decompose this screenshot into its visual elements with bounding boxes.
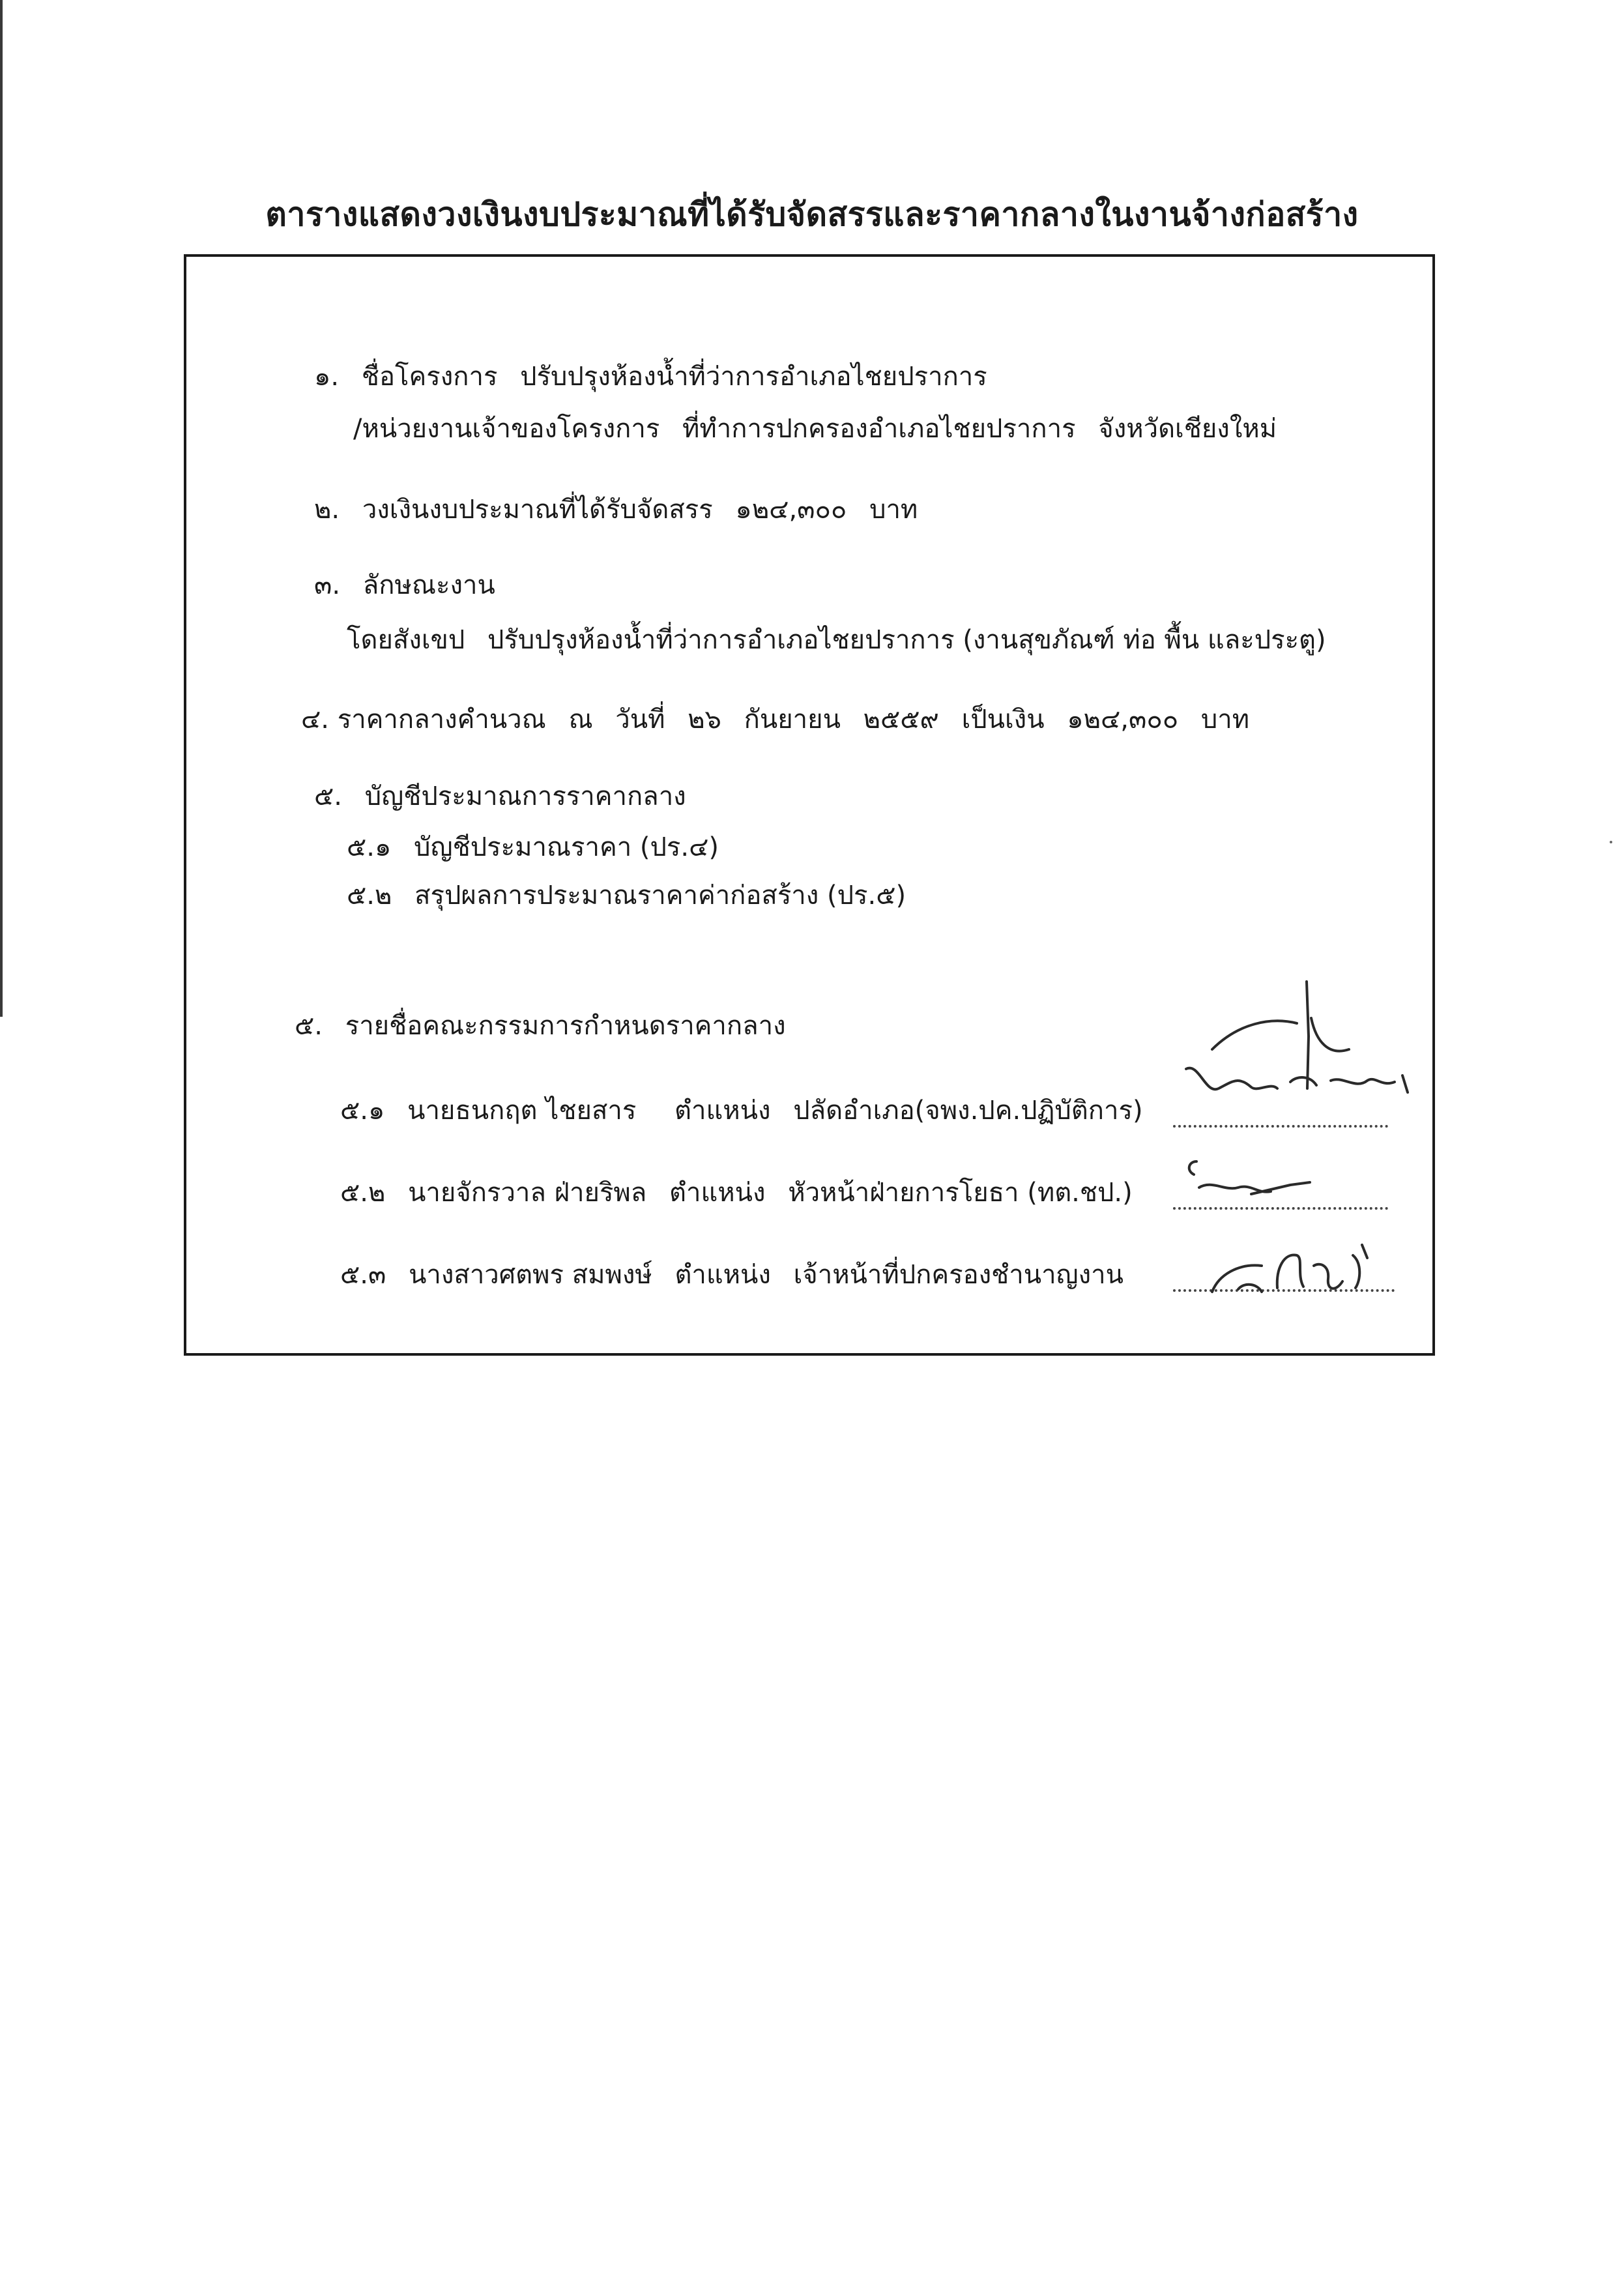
item-4-at: ณ xyxy=(568,705,593,735)
item-1-agency-label: /หน่วยงานเจ้าของโครงการ xyxy=(353,414,660,444)
item-5-number: ๕. xyxy=(314,781,342,811)
item-4-month: กันยายน xyxy=(744,705,841,735)
item-3-summary-value: ปรับปรุงห้องน้ำที่ว่าการอำเภอไชยปราการ (งานสุขภัณฑ์ ท่อ พื้น และประตู) xyxy=(487,625,1326,655)
item-5-sub-1 xyxy=(347,832,719,863)
item-4-year: ๒๕๕๙ xyxy=(863,705,939,735)
item-1-line-2 xyxy=(353,413,1277,445)
item-5-label: บัญชีประมาณการราคากลาง xyxy=(364,781,686,811)
member-1-number: ๕.๑ xyxy=(340,1096,385,1126)
member-2-position-label: ตำแหน่ง xyxy=(669,1178,766,1208)
item-5-sub-2-text: สรุปผลการประมาณราคาค่าก่อสร้าง (ปร.๕) xyxy=(414,881,906,911)
item-2-number: ๒. xyxy=(314,495,340,525)
item-4-amount: ๑๒๔,๓๐๐ xyxy=(1067,705,1179,735)
member-1-position-label: ตำแหน่ง xyxy=(674,1096,771,1126)
item-4-text: ราคากลางคำนวณ xyxy=(337,705,546,735)
scan-edge-shadow xyxy=(0,0,3,1017)
signature-member-1 xyxy=(1160,978,1434,1134)
committee-member-3 xyxy=(340,1259,1124,1291)
committee-member-1 xyxy=(340,1095,1143,1126)
member-2-number: ๕.๒ xyxy=(340,1178,386,1208)
item-2-line xyxy=(314,494,918,525)
member-3-name: นางสาวศตพร สมพงษ์ xyxy=(409,1260,652,1290)
committee-heading xyxy=(295,1010,786,1042)
item-2-text: วงเงินงบประมาณที่ได้รับจัดสรร xyxy=(362,495,713,525)
member-1-position: ปลัดอำเภอ(จพง.ปค.ปฏิบัติการ) xyxy=(793,1096,1143,1126)
item-3-summary-label: โดยสังเขป xyxy=(347,625,465,655)
member-3-position-label: ตำแหน่ง xyxy=(674,1260,771,1290)
item-3-line-1 xyxy=(314,570,495,601)
item-5-sub-1-number: ๕.๑ xyxy=(347,832,392,862)
item-4-number: ๔. xyxy=(301,705,329,735)
item-4-date-label: วันที่ xyxy=(615,705,665,735)
signature-member-2 xyxy=(1180,1148,1323,1220)
member-3-position: เจ้าหน้าที่ปกครองชำนาญงาน xyxy=(793,1260,1124,1290)
member-1-name: นายธนกฤต ไชยสาร xyxy=(407,1096,637,1126)
item-1-value: ปรับปรุงห้องน้ำที่ว่าการอำเภอไชยปราการ xyxy=(520,362,987,392)
item-3-number: ๓. xyxy=(314,570,341,600)
committee-label: รายชื่อคณะกรรมการกำหนดราคากลาง xyxy=(345,1011,786,1041)
item-2-unit: บาท xyxy=(869,495,918,525)
item-4-amount-label: เป็นเงิน xyxy=(961,705,1045,735)
item-3-label: ลักษณะงาน xyxy=(362,570,495,600)
page-title: ตารางแสดงวงเงินงบประมาณที่ได้รับจัดสรรและราคากลางในงานจ้างก่อสร้าง xyxy=(265,196,1359,233)
item-1-agency-value: ที่ทำการปกครองอำเภอไชยปราการ xyxy=(682,414,1076,444)
item-5-sub-2 xyxy=(347,880,906,911)
committee-number: ๕. xyxy=(295,1011,323,1041)
member-2-position: หัวหน้าฝ่ายการโยธา (ทต.ชป.) xyxy=(788,1178,1133,1208)
scan-speck xyxy=(1610,841,1612,843)
item-3-line-2 xyxy=(347,624,1326,656)
item-4-day: ๒๖ xyxy=(688,705,721,735)
member-3-number: ๕.๓ xyxy=(340,1260,386,1290)
item-5-line xyxy=(314,781,686,812)
item-5-sub-2-number: ๕.๒ xyxy=(347,881,392,911)
member-2-name: นายจักรวาล ฝ่ายริพล xyxy=(408,1178,647,1208)
item-1-line-1 xyxy=(314,361,987,392)
item-5-sub-1-text: บัญชีประมาณราคา (ปร.๔) xyxy=(414,832,719,862)
item-1-number: ๑. xyxy=(314,362,340,392)
item-1-province: จังหวัดเชียงใหม่ xyxy=(1098,414,1277,444)
item-4-unit: บาท xyxy=(1200,705,1250,735)
signature-member-3 xyxy=(1199,1229,1388,1314)
item-4-line xyxy=(301,704,1249,735)
item-1-label: ชื่อโครงการ xyxy=(361,362,498,392)
item-2-amount: ๑๒๔,๓๐๐ xyxy=(735,495,847,525)
committee-member-2 xyxy=(340,1177,1133,1208)
